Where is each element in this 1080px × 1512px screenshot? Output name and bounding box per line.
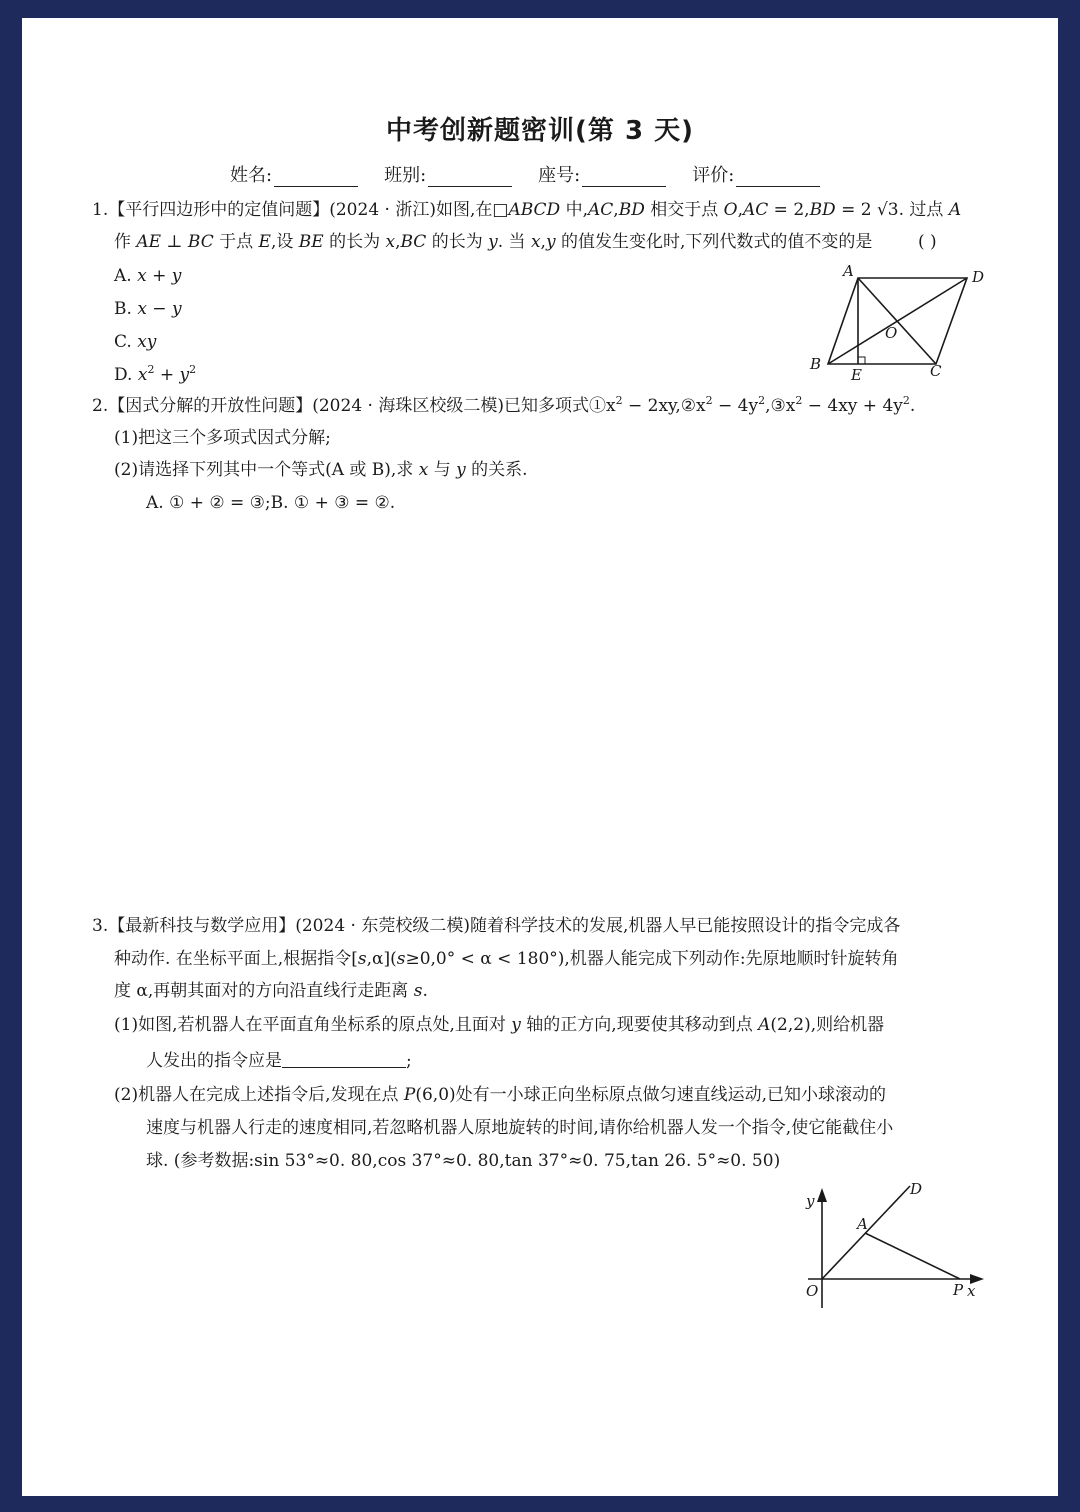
option-text: x — [137, 365, 148, 385]
q2-poly: − 4xy + 4y — [802, 396, 903, 416]
q1-text: , — [540, 232, 546, 252]
q3-number: 3. — [92, 916, 109, 936]
q1-text: , — [395, 232, 401, 252]
class-label: 班别: — [384, 165, 427, 186]
option-text: y — [179, 365, 190, 385]
name-label: 姓名: — [230, 165, 273, 186]
grade-label: 评价: — [692, 165, 735, 186]
label-y: y — [806, 1192, 815, 1210]
q3-sub-2-line-3: 球. (参考数据:sin 53°≈0. 80,cos 37°≈0. 80,tan 37°≈0. 75,tan 26. 5°≈0. 50) — [146, 1151, 781, 1171]
q1-text: E — [258, 232, 271, 252]
q3-text: 人发出的指令应是 — [146, 1051, 282, 1071]
q3-text: ≥0,0° < α < 180°),机器人能完成下列动作:先原地顺时针旋转角 — [405, 949, 899, 969]
q2-sub-2 — [114, 458, 528, 482]
q2-poly: ①x — [588, 396, 616, 416]
q3-line-3 — [114, 979, 428, 1003]
q2-poly: ②x — [680, 396, 706, 416]
label-x: x — [967, 1282, 976, 1300]
q1-text: AC — [742, 200, 769, 220]
q3-text: y — [511, 1015, 521, 1035]
q1-option-c[interactable] — [114, 330, 156, 354]
q3-text: s — [413, 981, 423, 1001]
label-d: D — [910, 1180, 923, 1198]
q1-text: . 当 — [497, 232, 531, 252]
q2-text: 与 — [428, 460, 457, 480]
q3-text: A — [758, 1015, 771, 1035]
q1-line-2 — [114, 230, 872, 254]
q3-line-1 — [92, 914, 900, 938]
q2-number: 2. — [92, 396, 109, 416]
name-field[interactable] — [230, 161, 358, 187]
q3-tag: 【最新科技与数学应用】 — [108, 916, 296, 936]
seat-field[interactable] — [538, 161, 666, 187]
coordinate-figure — [802, 1178, 1002, 1318]
q1-text: BD — [809, 200, 836, 220]
q1-text: , — [613, 200, 619, 220]
q3-text: s — [357, 949, 367, 969]
q3-text: 种动作. 在坐标平面上,根据指令[ — [114, 949, 358, 969]
worksheet-page — [22, 18, 1058, 1496]
q1-tag: 【平行四边形中的定值问题】 — [108, 200, 330, 220]
grade-field[interactable] — [692, 161, 820, 187]
q1-text: BC — [187, 232, 214, 252]
label-o: O — [885, 324, 898, 342]
q2-poly: ③x — [770, 396, 796, 416]
q2-poly: , — [765, 396, 771, 416]
exponent: 2 — [615, 394, 623, 407]
parallelogram-figure — [802, 262, 1002, 386]
option-text: + — [154, 365, 180, 385]
q1-text: y — [545, 232, 556, 252]
q3-text: s — [396, 949, 406, 969]
q1-text: 的长为 — [323, 232, 386, 252]
q1-text: 的值发生变化时,下列代数式的值不变的是 — [555, 232, 873, 252]
q1-source: (2024 · 浙江) — [329, 200, 436, 220]
q3-text: (2)机器人在完成上述指令后,发现在点 — [114, 1085, 404, 1105]
q3-text: 轴的正方向,现要使其移动到点 — [520, 1015, 759, 1035]
label-b: B — [810, 355, 822, 373]
q1-text: BC — [400, 232, 427, 252]
q1-text: ,设 — [270, 232, 299, 252]
q2-text: 的关系. — [465, 460, 528, 480]
seat-blank[interactable] — [582, 166, 666, 187]
exponent: 2 — [147, 363, 155, 376]
label-o: O — [806, 1282, 819, 1300]
q3-text: . — [422, 981, 428, 1001]
q1-text: 的长为 — [426, 232, 489, 252]
q1-option-d[interactable] — [114, 363, 196, 387]
q3-sub-2-line-2: 速度与机器人行走的速度相同,若忽略机器人原地旋转的时间,请你给机器人发一个指令,使它能截住小 — [146, 1118, 894, 1138]
q2-poly: − 2xy, — [622, 396, 681, 416]
y-axis-arrow — [817, 1188, 827, 1202]
q3-text: (6,0)处有一小球正向坐标原点做匀速直线运动,已知小球滚动的 — [415, 1085, 887, 1105]
q3-line-2 — [114, 947, 899, 971]
option-label: C. — [114, 332, 138, 352]
q1-text: AE — [136, 232, 162, 252]
q1-text: ⊥ — [161, 232, 188, 252]
q1-text: 作 — [114, 232, 137, 252]
q2-source: (2024 · 海珠区校级二模) — [312, 396, 504, 416]
q1-text: x — [385, 232, 396, 252]
q3-text: 度 α,再朝其面对的方向沿直线行走距离 — [114, 981, 414, 1001]
q2-text: x — [418, 460, 429, 480]
grade-blank[interactable] — [736, 166, 820, 187]
option-text: xy — [137, 332, 157, 352]
label-c: C — [930, 362, 942, 380]
q1-line-1 — [92, 198, 961, 222]
right-angle-mark — [858, 357, 865, 364]
diagonal-bd — [828, 278, 967, 364]
q3-answer-blank[interactable] — [282, 1049, 406, 1068]
q3-text: (1)如图,若机器人在平面直角坐标系的原点处,且面对 — [114, 1015, 512, 1035]
option-label: A. — [114, 266, 138, 286]
q3-sub-1-line-1 — [114, 1013, 884, 1037]
q2-text: y — [456, 460, 466, 480]
q1-text: 相交于点 — [644, 200, 724, 220]
q1-text: = 2, — [768, 200, 810, 220]
q1-answer-paren[interactable]: ( ) — [918, 232, 937, 252]
q1-text: 如图,在□ — [435, 200, 509, 220]
q1-text: x — [530, 232, 541, 252]
q2-poly: . — [909, 396, 916, 416]
q1-text: BD — [618, 200, 645, 220]
q3-source: (2024 · 东莞校级二模) — [295, 916, 470, 936]
q1-text: O — [723, 200, 738, 220]
class-field[interactable] — [384, 161, 512, 187]
q1-text: 于点 — [213, 232, 259, 252]
q1-option-b[interactable] — [114, 297, 182, 321]
q1-text: 中, — [560, 200, 588, 220]
q3-text: ,α]( — [366, 949, 397, 969]
q3-text: P — [403, 1085, 416, 1105]
exponent: 2 — [795, 394, 803, 407]
q1-text: A — [948, 200, 962, 220]
exponent: 2 — [705, 394, 713, 407]
q1-text: , — [737, 200, 743, 220]
label-a: A — [843, 262, 854, 280]
q3-text: ; — [406, 1051, 412, 1071]
q1-text: ABCD — [508, 200, 561, 220]
exponent: 2 — [189, 363, 197, 376]
label-d: D — [972, 268, 985, 286]
q1-text: AC — [588, 200, 614, 220]
label-e: E — [851, 366, 862, 384]
q2-text: 已知多项式 — [503, 396, 589, 416]
q1-option-a[interactable] — [114, 264, 181, 288]
segment-ap — [865, 1233, 960, 1279]
label-a: A — [857, 1215, 868, 1233]
class-blank[interactable] — [428, 166, 512, 187]
q1-text: y — [488, 232, 498, 252]
page-title: 中考创新题密训(第 3 天) — [386, 116, 694, 146]
student-info-row — [230, 161, 820, 187]
q3-text: 随着科学技术的发展,机器人早已能按照设计的指令完成各 — [469, 916, 901, 936]
seat-label: 座号: — [538, 165, 581, 186]
q1-text: = 2 √3. 过点 — [835, 200, 949, 220]
q3-sub-1-line-2 — [146, 1049, 412, 1073]
exponent: 2 — [902, 394, 910, 407]
option-label: B. — [114, 299, 138, 319]
option-text: x − y — [137, 299, 182, 319]
q3-text: (2,2),则给机器 — [770, 1015, 885, 1035]
q2-line-1 — [92, 394, 915, 418]
q2-tag: 【因式分解的开放性问题】 — [108, 396, 313, 416]
q2-options: A. ① + ② = ③;B. ① + ③ = ②. — [146, 493, 396, 513]
q1-text: BE — [298, 232, 324, 252]
option-text: x + y — [137, 266, 182, 286]
label-p: P — [953, 1281, 964, 1299]
option-label: D. — [114, 365, 138, 385]
q1-number: 1. — [92, 200, 109, 220]
q3-sub-2-line-1 — [114, 1083, 886, 1107]
q2-sub-1: (1)把这三个多项式因式分解; — [114, 428, 331, 448]
q2-text: (2)请选择下列其中一个等式(A 或 B),求 — [114, 460, 419, 480]
q2-poly: − 4y — [712, 396, 759, 416]
exponent: 2 — [758, 394, 766, 407]
name-blank[interactable] — [274, 166, 358, 187]
